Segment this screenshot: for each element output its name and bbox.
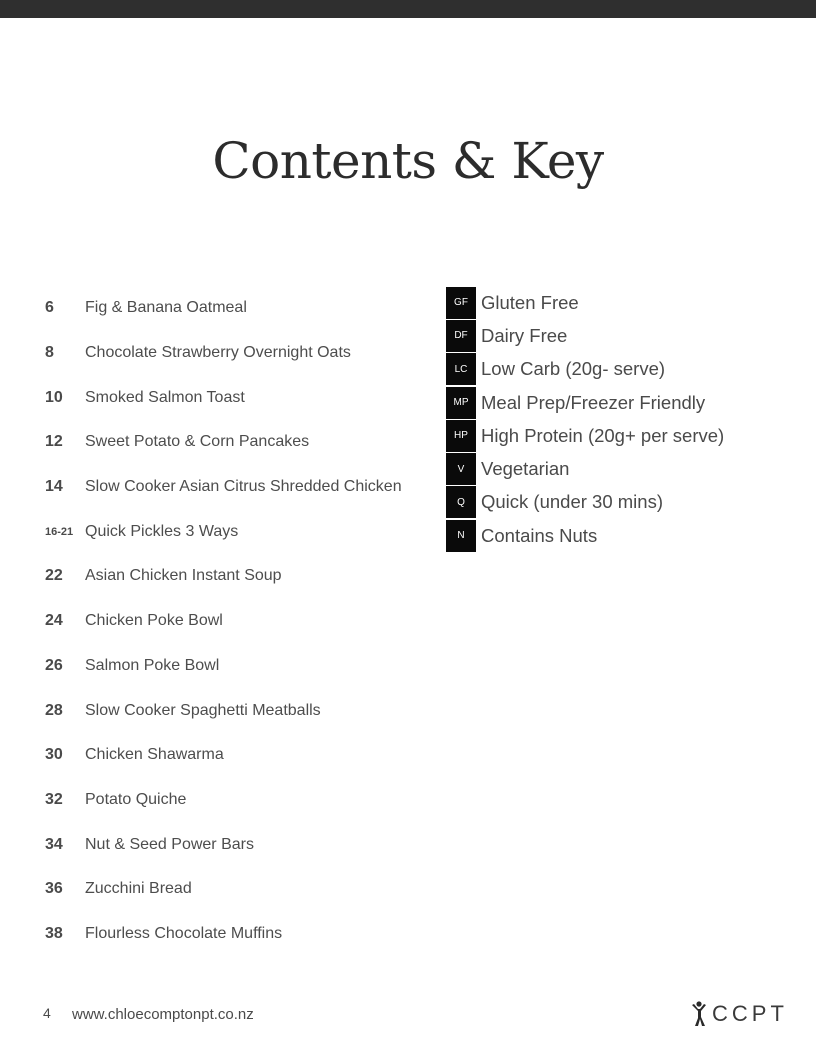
key-item-dairy-free [446, 319, 786, 352]
contents-item[interactable] [45, 733, 435, 778]
key-badge: LC [446, 353, 476, 385]
ccpt-logo [690, 998, 788, 1030]
key-label: Quick (under 30 mins) [481, 491, 663, 513]
contents-page-number: 24 [45, 612, 63, 630]
contents-title: Slow Cooker Asian Citrus Shredded Chicken [85, 478, 402, 496]
contents-page-number: 34 [45, 835, 63, 853]
contents-title: Slow Cooker Spaghetti Meatballs [85, 701, 321, 719]
key-badge: HP [446, 420, 476, 452]
contents-item[interactable] [45, 644, 435, 689]
key-item-gluten-free [446, 286, 786, 319]
contents-title: Potato Quiche [85, 790, 187, 808]
contents-title: Smoked Salmon Toast [85, 388, 245, 406]
key-label: Dairy Free [481, 324, 568, 346]
key-legend [446, 286, 786, 552]
key-badge: N [446, 520, 476, 552]
contents-title: Flourless Chocolate Muffins [85, 924, 283, 942]
key-label: Low Carb (20g- serve) [481, 358, 666, 380]
contents-title: Fig & Banana Oatmeal [85, 299, 247, 317]
contents-item[interactable] [45, 509, 435, 554]
contents-page-number: 36 [45, 880, 63, 898]
contents-item[interactable] [45, 867, 435, 912]
contents-item[interactable] [45, 688, 435, 733]
contents-page-number: 10 [45, 388, 63, 406]
contents-page-number: 14 [45, 478, 63, 496]
contents-title: Zucchini Bread [85, 880, 192, 898]
key-label: Vegetarian [481, 458, 570, 480]
contents-title: Quick Pickles 3 Ways [85, 522, 239, 540]
key-item-high-protein [446, 419, 786, 452]
key-item-quick [446, 486, 786, 519]
contents-item[interactable] [45, 331, 435, 376]
key-item-contains-nuts [446, 519, 786, 552]
contents-item[interactable] [45, 554, 435, 599]
key-item-meal-prep [446, 386, 786, 419]
contents-item[interactable] [45, 599, 435, 644]
key-label: Meal Prep/Freezer Friendly [481, 391, 706, 413]
contents-page-number: 6 [45, 299, 54, 317]
figure-logo-icon [690, 1000, 708, 1028]
contents-page-number: 12 [45, 433, 63, 451]
contents-page-number: 26 [45, 656, 63, 674]
contents-item[interactable] [45, 375, 435, 420]
logo-text: CCPT [712, 1001, 788, 1026]
key-badge: DF [446, 320, 476, 352]
key-badge: GF [446, 287, 476, 319]
footer-website-link[interactable]: www.chloecomptonpt.co.nz [72, 1006, 254, 1023]
contents-item[interactable] [45, 465, 435, 510]
key-badge: MP [446, 387, 476, 419]
contents-page-number: 30 [45, 746, 63, 764]
contents-item[interactable] [45, 822, 435, 867]
contents-page-number: 16-21 [45, 525, 74, 538]
top-bar [0, 0, 816, 18]
contents-item[interactable] [45, 286, 435, 331]
key-item-low-carb [446, 353, 786, 386]
contents-title: Asian Chicken Instant Soup [85, 567, 282, 585]
contents-page-number: 28 [45, 701, 63, 719]
contents-item[interactable] [45, 778, 435, 823]
key-label: Contains Nuts [481, 524, 598, 546]
contents-page-number: 32 [45, 790, 63, 808]
contents-page-number: 38 [45, 924, 63, 942]
key-badge: V [446, 453, 476, 485]
contents-page-number: 22 [45, 567, 63, 585]
key-item-vegetarian [446, 452, 786, 485]
contents-item[interactable] [45, 420, 435, 465]
contents-title: Chocolate Strawberry Overnight Oats [85, 344, 351, 362]
key-label: Gluten Free [481, 291, 579, 313]
footer-page-number: 4 [43, 1005, 51, 1021]
contents-title: Chicken Shawarma [85, 746, 224, 764]
contents-title: Salmon Poke Bowl [85, 656, 220, 674]
key-label: High Protein (20g+ per serve) [481, 424, 725, 446]
contents-title: Sweet Potato & Corn Pancakes [85, 433, 310, 451]
contents-item[interactable] [45, 912, 435, 957]
contents-title: Chicken Poke Bowl [85, 612, 223, 630]
contents-page-number: 8 [45, 344, 54, 362]
page-title: Contents & Key [212, 132, 604, 190]
contents-title: Nut & Seed Power Bars [85, 835, 254, 853]
contents-list [45, 286, 435, 956]
key-badge: Q [446, 486, 476, 518]
